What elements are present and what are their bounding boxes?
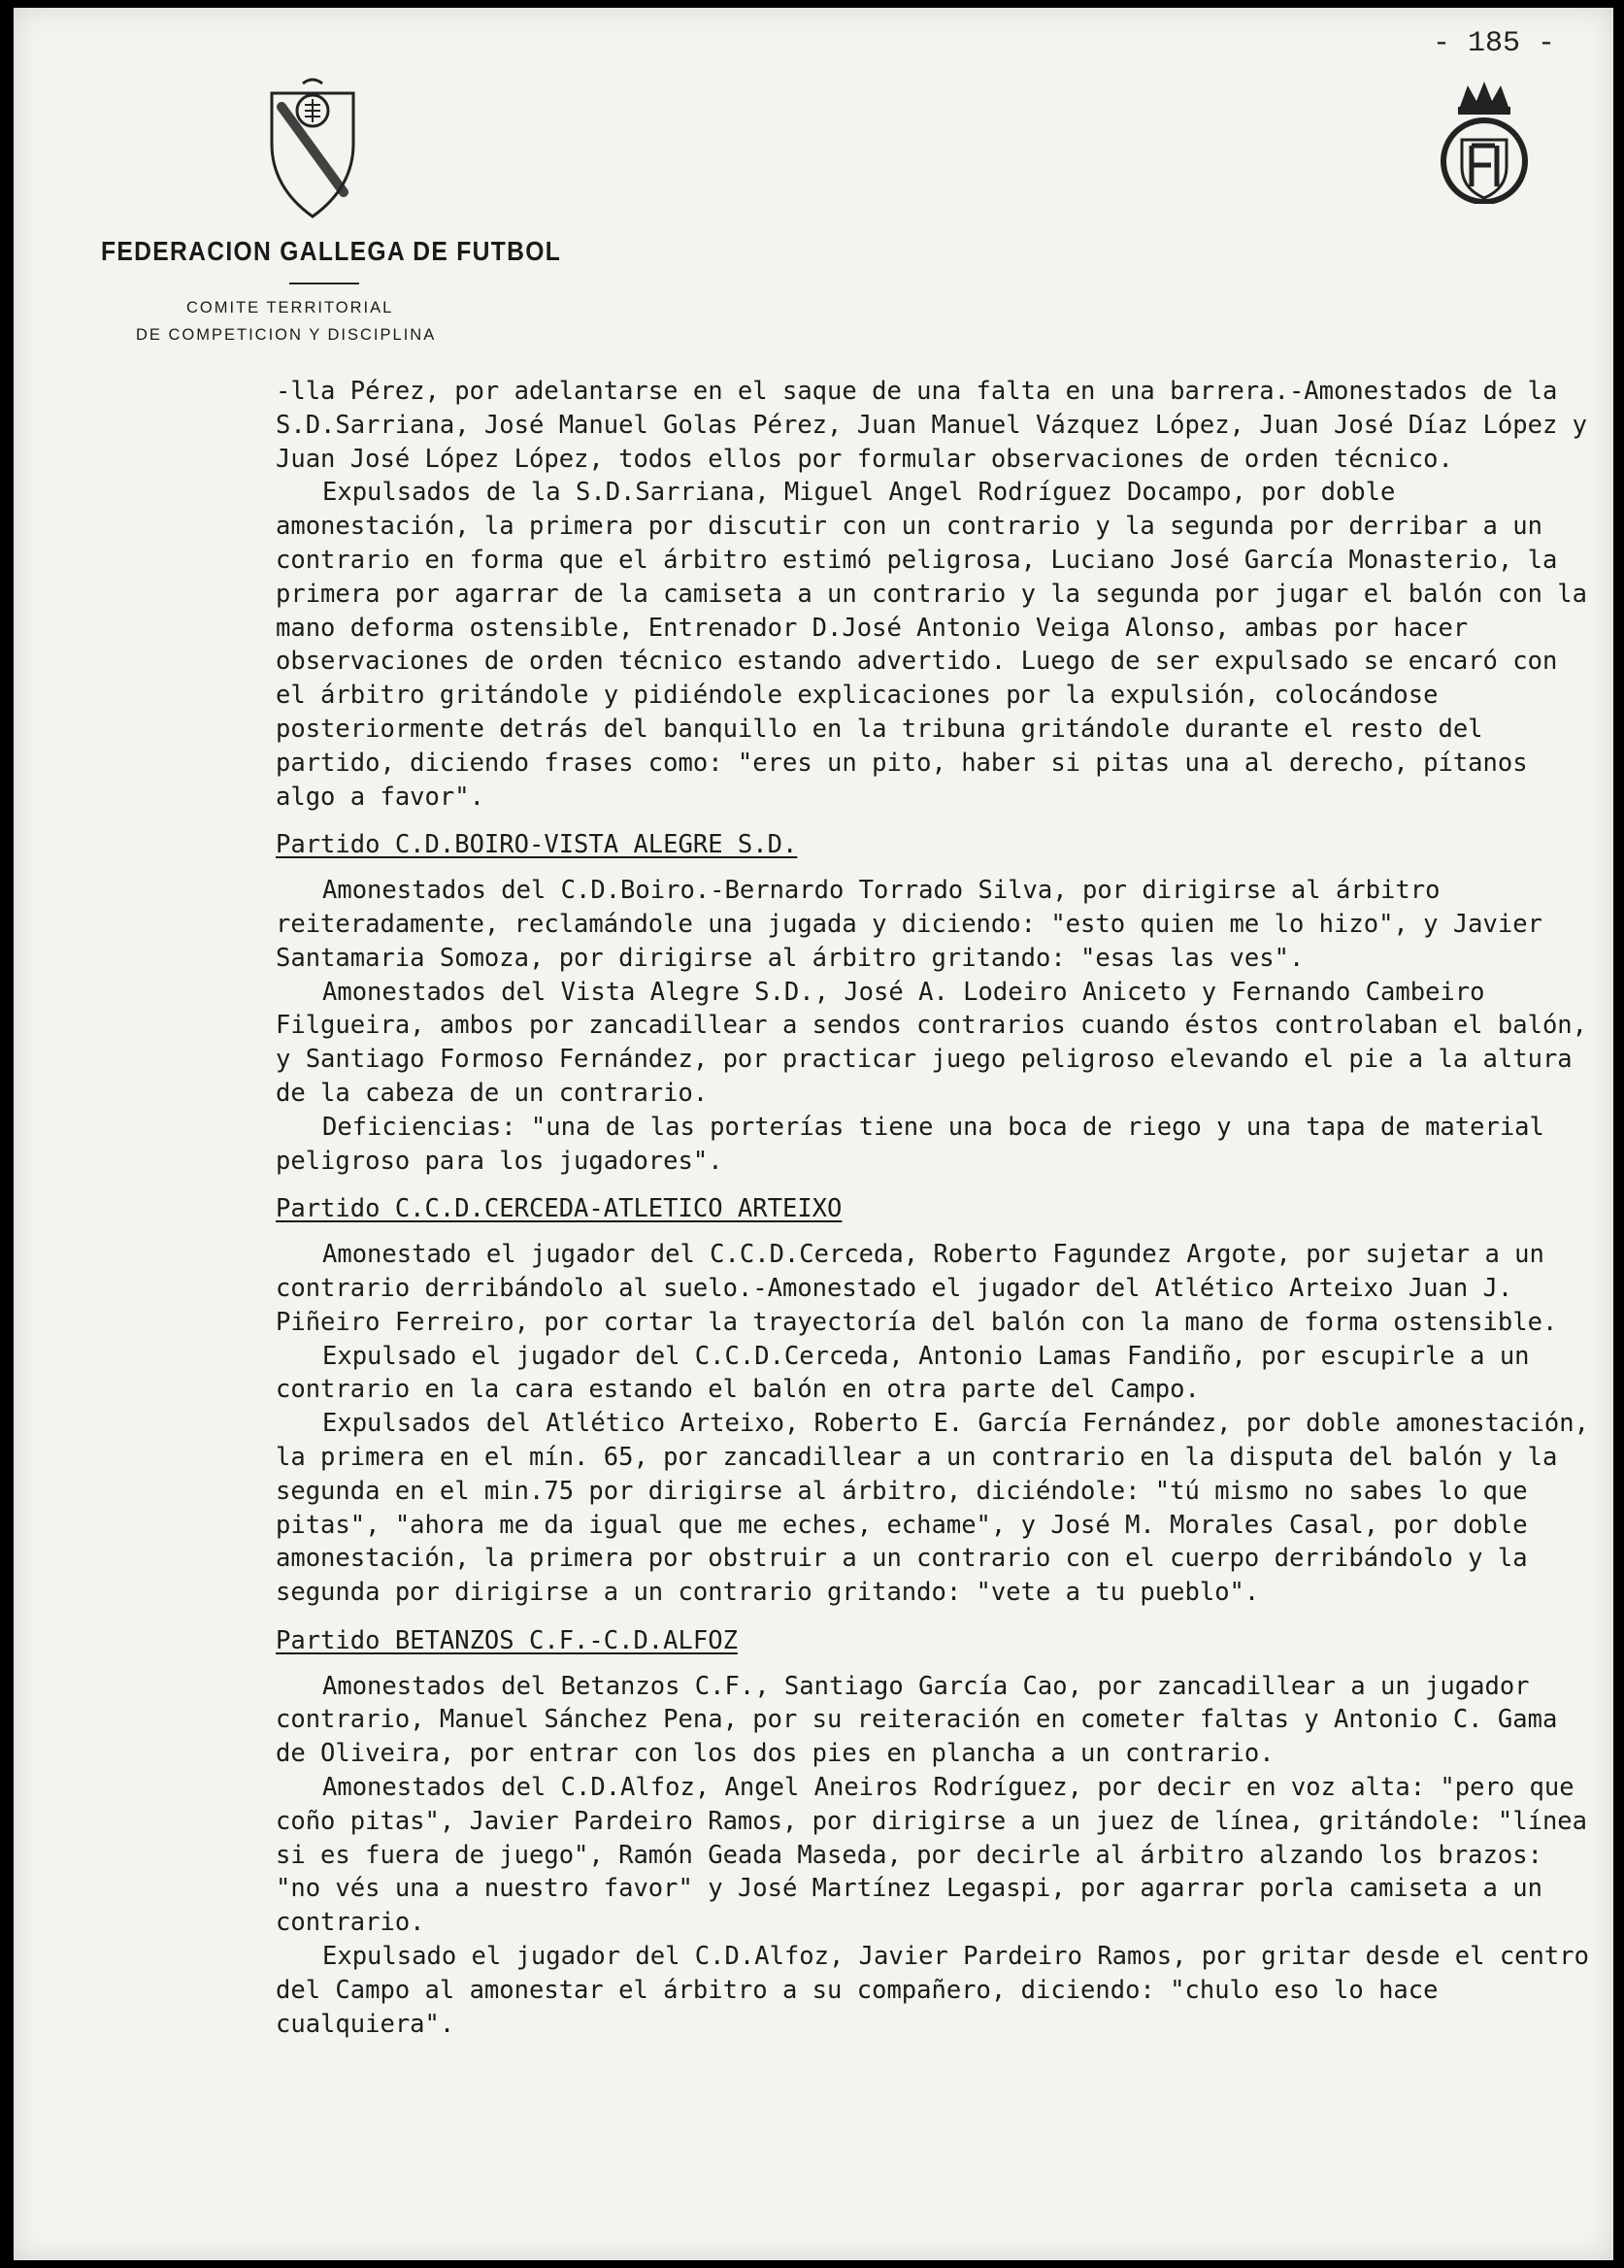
paragraph: -lla Pérez, por adelantarse en el saque de una falta en una barrera.-Amonestados de la S.D.Sarriana, José Manuel Golas Pérez, Juan Manuel Vázquez López, Juan José Díaz López y Juan José López López, todos ellos por formular observaciones de orden técnico.	[276, 377, 1588, 474]
committee-line-1: COMITE TERRITORIAL	[186, 299, 394, 317]
paragraph: Amonestados del Betanzos C.F., Santiago García Cao, por zancadillear a un jugador contrario, Manuel Sánchez Pena, por su reiteración en cometer faltas y Antonio C. Gama de Oliveira, por entrar con los dos pies en plancha a un contrario.	[276, 1671, 1558, 1769]
committee-line-2: DE COMPETICION Y DISCIPLINA	[136, 326, 437, 344]
rfef-crown-crest-icon	[1431, 78, 1538, 204]
paragraph: Expulsados de la S.D.Sarriana, Miguel Angel Rodríguez Docampo, por doble amonestación, la primera por discutir con un contrario y la segunda por derribar a un contrario en forma que el árbitro estimó peligrosa, Luciano José García Monasterio, la primera por agarrar de la camiseta a un contrario y la segunda por jugar el balón con la mano deforma ostensible, Entrenador D.José Antonio Veiga Alonso, ambas por hacer observaciones de orden técnico estando advertido. Luego de ser expulsado se encaró con el árbitro gritándole y pidiéndole explicaciones por la expulsión, colocándose posteriormente detrás del banquillo en la tribuna gritándole durante el resto del partido, diciendo frases como: "eres un pito, haber si pitas una al derecho, pítanos algo a favor".	[276, 478, 1588, 812]
document-body	[276, 375, 1596, 2041]
paragraph: Amonestados del Vista Alegre S.D., José A. Lodeiro Aniceto y Fernando Cambeiro Filgueira, ambos por zancadillear a sendos contrarios cuando éstos controlaban el balón, y Santiago Formoso Fernández, por practicar juego peligroso elevando el pie a la altura de la cabeza de un contrario.	[276, 977, 1588, 1108]
paragraph: Amonestados del C.D.Alfoz, Angel Aneiros Rodríguez, por decir en voz alta: "pero que coño pitas", Javier Pardeiro Ramos, por dirigirse a un juez de línea, gritándole: "línea si es fuera de juego", Ramón Geada Maseda, por decirle al árbitro alzando los brazos: "no vés una a nuestro favor" y José Martínez Legaspi, por agarrar porla camiseta a un contrario.	[276, 1773, 1588, 1938]
paragraph: Expulsado el jugador del C.D.Alfoz, Javier Pardeiro Ramos, por gritar desde el centro del Campo al amonestar el árbitro a su compañero, diciendo: "chulo eso lo hace cualquiera".	[276, 1942, 1589, 2039]
paragraph: Expulsados del Atlético Arteixo, Roberto E. García Fernández, por doble amonestación, la primera en el mín. 65, por zancadillear a un contrario en la disputa del balón y la segunda en el min.75 por dirigirse al árbitro, diciéndole: "tú mismo no sabes lo que pitas", "ahora me da igual que me eches, echame", y José M. Morales Casal, por doble amonestación, la primera por obstruir a un contrario con el cuerpo derribándolo y la segunda por dirigirse a un contrario gritando: "vete a tu pueblo".	[276, 1409, 1589, 1608]
federation-shield-icon	[264, 76, 361, 221]
match-heading: Partido BETANZOS C.F.-C.D.ALFOZ	[276, 1625, 738, 1655]
paragraph: Deficiencias: "una de las porterías tiene una boca de riego y una tapa de material peligroso para los jugadores".	[276, 1112, 1544, 1176]
paragraph: Amonestado el jugador del C.C.D.Cerceda, Roberto Fagundez Argote, por sujetar a un contrario derribándolo al suelo.-Amonestado el jugador del Atlético Arteixo Juan J. Piñeiro Ferreiro, por cortar la trayectoría del balón con la mano de forma ostensible.	[276, 1240, 1558, 1337]
page-number: - 185 -	[1432, 27, 1555, 60]
paragraph: Expulsado el jugador del C.C.D.Cerceda, Antonio Lamas Fandiño, por escupirle a un contrario en la cara estando el balón en otra parte del Campo.	[276, 1341, 1530, 1405]
document-page	[14, 8, 1613, 2260]
paragraph: Amonestados del C.D.Boiro.-Bernardo Torrado Silva, por dirigirse al árbitro reiteradamente, reclamándole una jugada y diciendo: "esto quien me lo hizo", y Javier Santamaria Somoza, por dirigirse al árbitro gritando: "esas las ves".	[276, 876, 1542, 973]
header-divider	[289, 283, 359, 284]
federation-name: FEDERACION GALLEGA DE FUTBOL	[101, 236, 562, 266]
match-heading: Partido C.D.BOIRO-VISTA ALEGRE S.D.	[276, 830, 798, 860]
match-heading: Partido C.C.D.CERCEDA-ATLETICO ARTEIXO	[276, 1194, 843, 1224]
